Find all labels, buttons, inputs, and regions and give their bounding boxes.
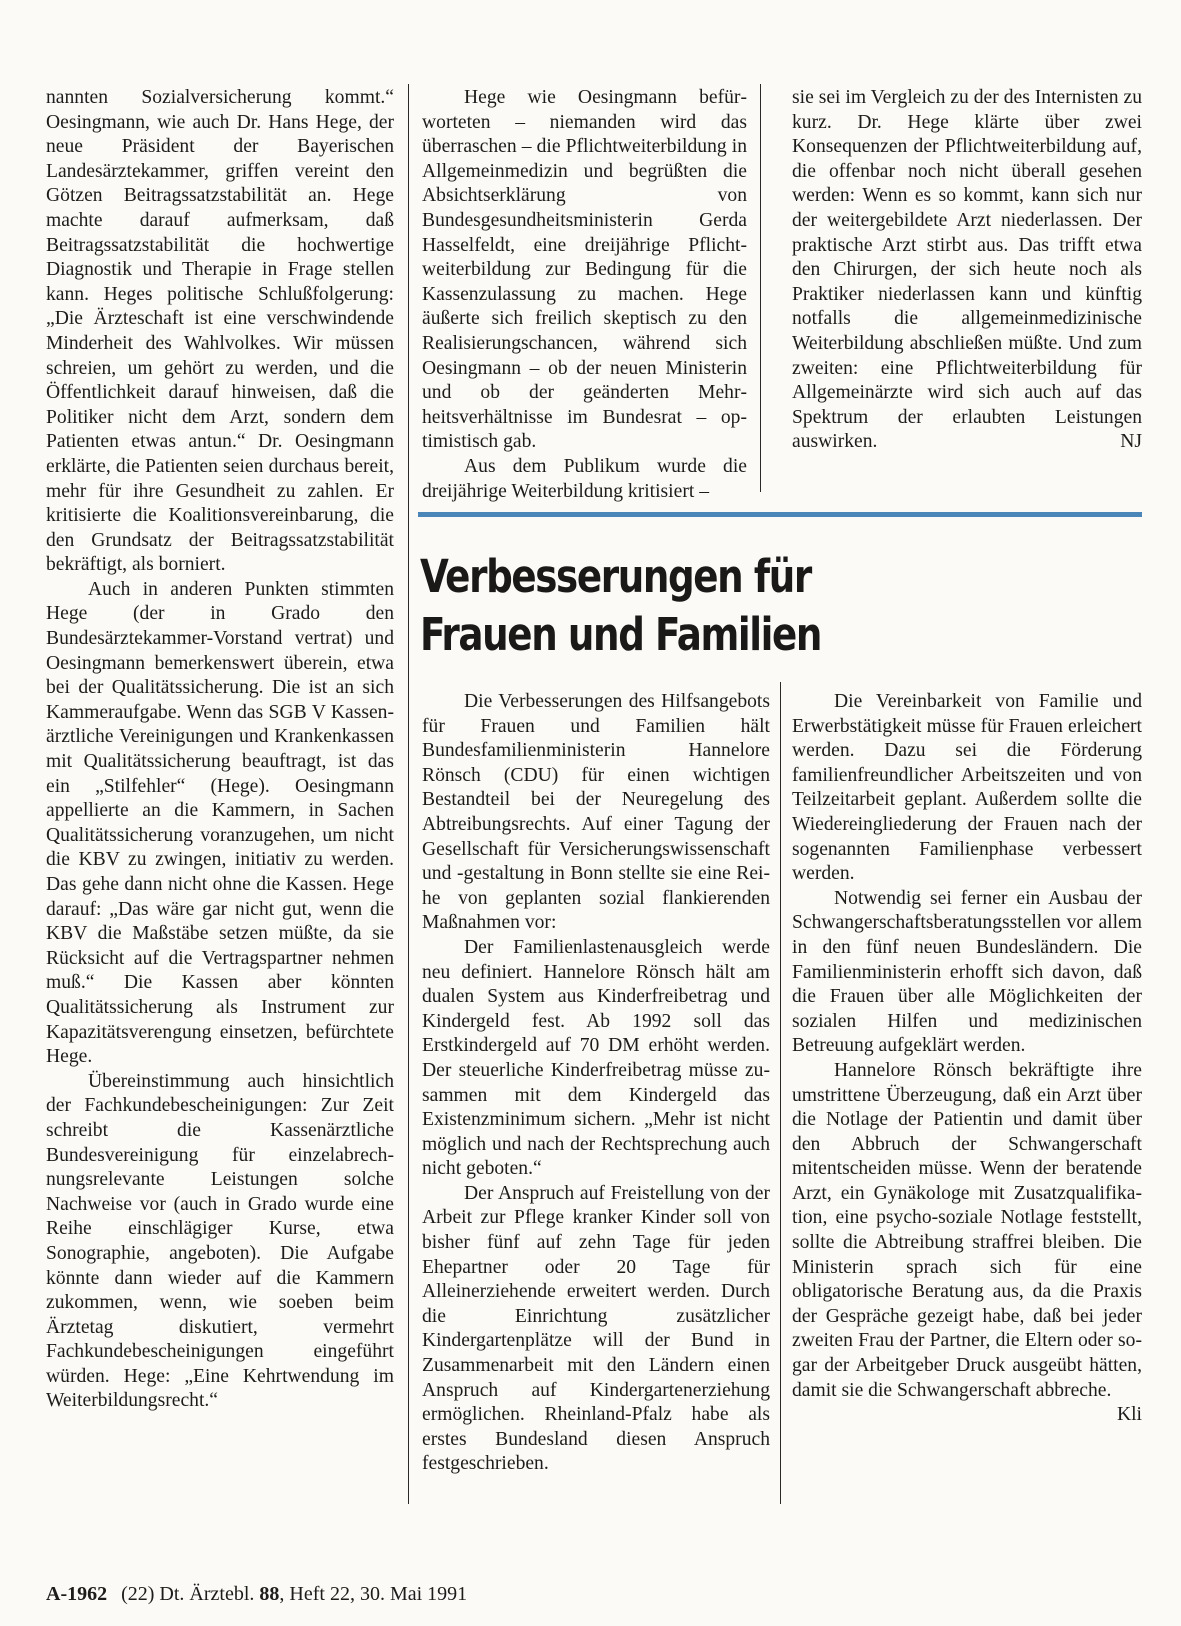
paragraph [792, 690, 1142, 887]
journal-issue-date: , Heft 22, 30. Mai 1991 [279, 1583, 468, 1605]
journal-citation: (22) Dt. Ärztebl. [121, 1583, 255, 1605]
page-footer [46, 1582, 467, 1606]
paragraph [792, 887, 1142, 1059]
headline-line-1: Verbesserungen für [420, 550, 811, 603]
paragraph [422, 86, 747, 455]
author-signature: Kli [1116, 1404, 1142, 1426]
article-column-5 [792, 690, 1142, 1428]
paragraph [792, 1059, 1142, 1426]
author-signature: NJ [1120, 431, 1142, 453]
paragraph-text: Übereinstimmung auch hinsichtlich der Fachkundebescheinigungen: Zur Zeit schreibt die Kassenärztliche Bundesvereinigung für einzelabrechnungsrelevante Leistungen solche Nachweise vor (auch in Grado wurde eine Reihe einschlägiger Kurse, etwa Sonographie, angeboten). Die Aufgabe könnte dann wieder auf die Kammern zukommen, wenn, wie soeben beim Ärztetag diskutiert, vermehrt Fachkundebescheinigungen eingeführt würden. Hege: „Eine Kehrtwendung im Weiterbildungsrecht.“ [46, 1070, 394, 1412]
article-column-4 [422, 690, 770, 1477]
article-column-1 [46, 86, 394, 1414]
article-column-3 [792, 86, 1142, 455]
paragraph [422, 690, 770, 936]
column-divider [408, 84, 409, 1504]
paragraph-text: Hege wie Oesingmann befürworteten – niemanden wird das überraschen – die Pflichtweiterbildung in Allgemeinmedizin und begrüßten die Absichtserklärung von Bundesgesundheitsministerin Gerda Hasselfeldt, eine dreijährige Pflichtweiterbildung zur Bedingung für die Kassenzulassung zu machen. Hege äußerte sich freilich skeptisch zu den Realisierungschancen, während sich Oesingmann – ob der neuen Ministerin und ob der geänderten Mehrheitsverhältnisse im Bundesrat – optimistisch gab. [422, 87, 747, 453]
paragraph-text: Der Familienlastenausgleich werde neu definiert. Hannelore Rönsch hält am dualen System aus Kinderfreibetrag und Kindergeld fest. Ab 1992 soll das Erstkindergeld auf 70 DM erhöht werden. Der steuerliche Kinderfreibetrag müsse zusammen mit dem Kindergeld das Existenzminimum sichern. „Mehr ist nicht möglich und nach der Rechtsprechung auch nicht geboten.“ [422, 936, 770, 1180]
paragraph-text: Aus dem Publikum wurde die dreijährige Weiterbildung kritisiert – [422, 455, 747, 502]
column-divider [760, 84, 761, 492]
section-separator [418, 512, 1142, 517]
column-divider [780, 682, 781, 1504]
paragraph [422, 455, 747, 504]
paragraph [46, 1070, 394, 1414]
paragraph-text: Der Anspruch auf Freistellung von der Arbeit zur Pflege kranker Kinder soll von bisher fünf auf zehn Tage für jeden Ehepartner oder 20 Tage für Alleinerziehende erweitert werden. Durch die Einrichtung zusätzlicher Kindergartenplätze will der Bund in Zusammenarbeit mit den Ländern einen Anspruch auf Kindergartenerziehung ermöglichen. Rheinland-Pfalz habe als erstes Bundesland diesen Anspruch festgeschrieben. [422, 1182, 770, 1475]
headline-line-2: Frauen und Familien [420, 608, 822, 661]
paragraph-text: Notwendig sei ferner ein Ausbau der Schwangerschaftsberatungsstellen vor allem in den fünf neuen Bundesländern. Die Familienministerin erhofft sich davon, daß die Frauen über alle Möglichkeiten der sozialen Hilfen und medizinischen Betreuung aufgeklärt werden. [792, 887, 1142, 1057]
paragraph [46, 86, 394, 578]
article-column-2 [422, 86, 747, 504]
paragraph-text: Hannelore Rönsch bekräftigte ihre umstrittene Überzeugung, daß ein Arzt über die Notlage der Patientin und damit über den Abbruch der Schwangerschaft mitentscheiden müsse. Wenn der beratende Arzt, ein Gynäkologe mit Zusatzqualifikation, eine psycho-soziale Notlage feststellt, sollte die Abtreibung straffrei bleiben. Die Ministerin sprach sich für eine obligatorische Beratung aus, da die Praxis der Gespräche gezeigt habe, daß bei jeder zweiten Frau der Partner, die Eltern oder sogar der Arbeitgeber Druck ausgeübt hätten, damit sie die Schwangerschaft abbreche. [792, 1059, 1142, 1401]
paragraph [46, 578, 394, 1070]
paragraph [422, 936, 770, 1182]
paragraph-text: nannten Sozialversicherung kommt.“ Oesingmann, wie auch Dr. Hans Hege, der neue Präsident der Bayerischen Landesärztekammer, griffen vereint den Götzen Beitragssatzstabilität an. Hege machte darauf aufmerksam, daß Beitragssatzstabilität die hochwertige Diagnostik und Therapie in Frage stellen kann. Heges politische Schlußfolgerung: „Die Ärzteschaft ist eine verschwindende Minderheit des Wahlvolkes. Wir müssen schreien, um gehört zu werden, und die Öffentlichkeit darauf hinweisen, daß die Politiker nicht dem Arzt, sondern dem Patienten etwas antun.“ Dr. Oesingmann erklärte, die Patienten seien durchaus bereit, mehr für ihre Gesundheit zu zahlen. Er kritisierte die Koalitionsvereinbarung, die den Grundsatz der Beitragssatzstabilität bekräftigt, als borniert. [46, 87, 394, 576]
paragraph-text: Auch in anderen Punkten stimmten Hege (der in Grado den Bundesärztekammer-Vorstand vertrat) und Oesingmann bemerkenswert überein, etwa bei der Qualitätssicherung. Die ist an sich Kammeraufgabe. Wenn das SGB V Kassenärztliche Vereinigungen und Krankenkassen mit Qualitätssicherung beauftragt, ist das ein „Stilfehler“ (Hege). Oesingmann appellierte an die Kammern, in Sachen Qualitätssicherung voranzugehen, um nicht die KBV zu zwingen, initiativ zu werden. Das gehe dann nicht ohne die Kassen. Hege darauf: „Das wäre gar nicht gut, wenn die KBV die Maßstäbe setzen müßte, da sie Rücksicht auf die Vertragspartner nehmen muß.“ Die Kassen aber könnten Qualitätssicherung als Instrument zur Kapazitätsverengung einsetzen, befürchtete Hege. [46, 578, 394, 1068]
journal-volume: 88 [259, 1583, 280, 1605]
page-number: A-1962 [46, 1583, 108, 1605]
paragraph-text: sie sei im Vergleich zu der des Internisten zu kurz. Dr. Hege klärte über zwei Konsequenzen der Pflichtweiterbildung auf, die offenbar noch nicht überall gesehen werden: Wenn es so kommt, kann sich nur der weitergebildete Arzt niederlassen. Der praktische Arzt stirbt aus. Das trifft etwa den Chirurgen, der sich heute noch als Praktiker niederlassen kann und künftig notfalls die allgemeinmedizinische Weiterbildung abschließen müßte. Und zum zweiten: eine Pflichtweiterbildung für Allgemeinärzte wird sich auch auf das Spektrum der erlaubten Leistungen auswirken. [792, 87, 1142, 453]
paragraph [422, 1182, 770, 1477]
article-headline [420, 548, 1082, 664]
paragraph-text: Die Verbesserungen des Hilfsangebots für Frauen und Familien hält Bundesfamilienministerin Hannelore Rönsch (CDU) für einen wichtigen Bestandteil bei der Neuregelung des Abtreibungsrechts. Auf einer Tagung der Gesellschaft für Versicherungswissenschaft und -gestaltung in Bonn stellte sie eine Reihe von geplanten sozial flankierenden Maßnahmen vor: [422, 691, 770, 934]
paragraph-text: Die Vereinbarkeit von Familie und Erwerbstätigkeit müsse für Frauen erleichert werden. Dazu sei die Förderung familienfreundlicher Arbeitszeiten und von Teilzeitarbeit geplant. Außerdem sollte die Wiedereingliederung der Frauen nach der sogenannten Familienphase verbessert werden. [792, 691, 1142, 885]
paragraph [792, 86, 1142, 455]
